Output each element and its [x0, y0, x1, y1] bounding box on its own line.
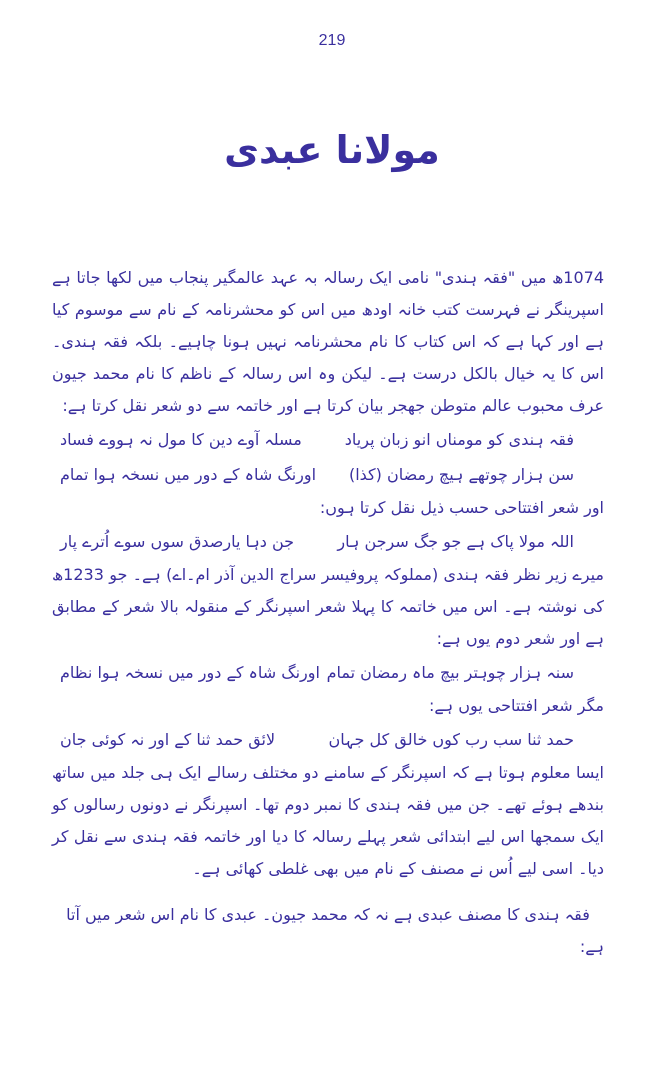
paragraph-manuscript: میرے زیر نظر فقہ ہندی (مملوکہ پروفیسر سراج الدین آذر ام۔اے) ہے۔ جو 1233ھ کی نوشتہ ہے۔ اس میں خاتمہ کا پہلا شعر اسپرنگر کے منقولہ بالا شعر کے مطابق ہے اور شعر دوم یوں ہے:: [52, 565, 604, 648]
paragraph-opening-verse-intro: اور شعر افتتاحی حسب ذیل نقل کرتا ہوں:: [319, 498, 604, 517]
page-number: 219: [318, 32, 346, 49]
page-content: [52, 262, 604, 963]
verse-line-left: اورنگ شاہ کے دور میں نسخہ ہوا تمام: [60, 465, 317, 484]
verse-line-left: لائق حمد ثنا کے اور نہ کوئی جان: [60, 730, 276, 749]
verse-line-right: سن ہزار چوتھے ہیچ رمضان (کذا): [348, 465, 574, 484]
verse-line-right: اللہ مولا پاک ہے جو جگ سرجن ہار: [337, 532, 574, 551]
chapter-title: مولانا عبدی: [224, 128, 440, 172]
couplet-quote: [52, 655, 604, 690]
couplet-quote: [52, 422, 604, 457]
verse-line-right: فقہ ہندی کو مومناں انو زبان پریاد: [344, 430, 574, 449]
couplet-quote: [52, 457, 604, 492]
paragraph-conclusion: فقہ ہندی کا مصنف عبدی ہے نہ کہ محمد جیون۔ عبدی کا نام اس شعر میں آتا ہے:: [66, 905, 604, 956]
couplet-quote: [52, 722, 604, 757]
verse-line-left: مسلہ آوے دین کا مول نہ ہووے فساد: [60, 430, 302, 449]
verse-line-right: حمد ثنا سب رب کوں خالق کل جہان: [328, 730, 574, 749]
couplet-quote: [52, 524, 604, 559]
paragraph-opening-verse: مگر شعر افتتاحی یوں ہے:: [429, 696, 604, 715]
paragraph-analysis: ایسا معلوم ہوتا ہے کہ اسپرنگر کے سامنے دو مختلف رسالے ایک ہی جلد میں ساتھ بندھے ہوئے تھے۔ جن میں فقہ ہندی کا نمبر دوم تھا۔ اسپرنگر نے دونوں رسالوں کو ایک سمجھا اس لیے ابتدائی شعر پہلے رسالہ کا دیا اور خاتمہ فقہ ہندی سے نقل کر دیا۔ اسی لیے اُس نے مصنف کے نام میں بھی غلطی کھائی ہے۔: [52, 763, 604, 878]
verse-line-left: جن دہا یارصدق سوں سوے اُترے پار: [60, 532, 295, 551]
verse-line-right: سنہ ہزار چوہتر بیچ ماہ رمضان تمام: [326, 663, 574, 682]
verse-line-left: اورنگ شاہ کے دور میں نسخہ ہوا نظام: [60, 663, 320, 682]
paragraph-intro: 1074ھ میں "فقہ ہندی" نامی ایک رسالہ بہ عہد عالمگیر پنجاب میں لکھا جاتا ہے اسپرینگر نے فہرست کتب خانہ اودھ میں اس کو محشرنامہ کے نام سے موسوم کیا ہے اور کہا ہے کہ اس کتاب کا نام محشرنامہ نہیں ہونا چاہیے۔ بلکہ فقہ ہندی۔ اس کا یہ خیال بالکل درست ہے۔ لیکن وہ اس رسالہ کے ناظم کا نام محمد جیون عرف محبوب عالم متوطن جھجر بیان کرتا ہے اور خاتمہ سے دو شعر نقل کرتا ہے:: [52, 268, 604, 415]
